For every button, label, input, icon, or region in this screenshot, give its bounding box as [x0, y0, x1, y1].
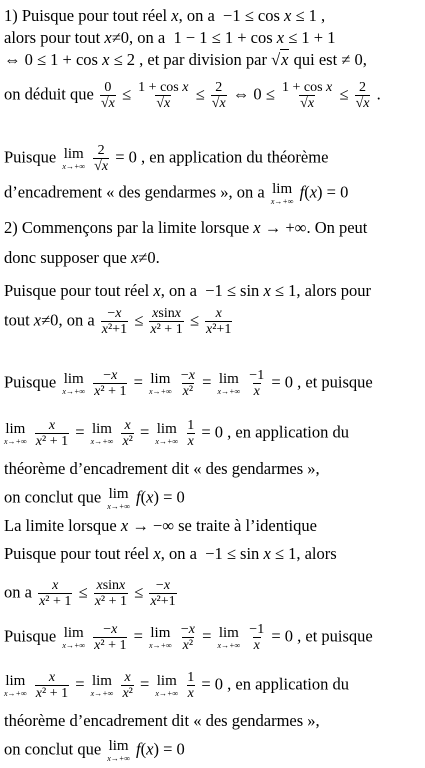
line-6: d’encadrement « des gendarmes », on a lim x→+∞ f(x) = 0 [4, 181, 349, 206]
line-3: ⇔ 0 ≤ 1 + cos x ≤ 2 , et par division par √x qui est ≠ 0, [4, 50, 367, 69]
line-20: théorème d’encadrement dit « des gendarmes », [4, 711, 320, 730]
line-16: Puisque pour tout réel x, on a −1 ≤ sin x ≤ 1, alors [4, 544, 337, 563]
line-14: on conclut que lim x→+∞ f(x) = 0 [4, 486, 185, 511]
line-7: 2) Commençons par la limite lorsque x → +∞. On peut [4, 218, 368, 237]
line-11: Puisque lim x→+∞ $\frac{-x}{\text{x² + 1}}$ = lim x→+∞ $\frac{-x}{\text{x²}}$ = lim x→+∞ $\frac{-1}{x}$ = 0 , et puisque [4, 368, 373, 399]
line-19: lim x→+∞ $\frac{x}{\text{x² + 1}}$ = lim x→+∞ $\frac{x}{\text{x²}}$ = lim x→+∞ $\frac{1}{x}$ = 0 , en application du [4, 670, 350, 701]
line-8: donc supposer que x≠0. [4, 248, 160, 267]
line-2: alors pour tout x≠0, on a 1 − 1 ≤ 1 + cos x ≤ 1 + 1 [4, 28, 336, 47]
line-21: on conclut que lim x→+∞ f(x) = 0 [4, 738, 185, 763]
line-10: tout x≠0, on a $\frac{-x}{\text{x²+1}}$ ≤ $\frac{xsinx}{\text{x² + 1}}$ ≤ $\frac{x}{\text{x²+1}}$ [4, 306, 232, 337]
line-1: 1) Puisque pour tout réel x, on a −1 ≤ cos x ≤ 1 , [4, 6, 326, 25]
line-17: on a $\frac{x}{\text{x² + 1}}$ ≤ $\frac{xsinx}{\text{x² + 1}}$ ≤ $\frac{-x}{\text{x²+1}}$ [4, 578, 176, 609]
line-5: Puisque lim x→+∞ $\frac{2}{√x}$ = 0 , en application du théorème [4, 143, 329, 174]
line-13: théorème d’encadrement dit « des gendarmes », [4, 459, 320, 478]
line-12: lim x→+∞ $\frac{x}{\text{x² + 1}}$ = lim x→+∞ $\frac{x}{\text{x²}}$ = lim x→+∞ $\frac{1}{x}$ = 0 , en application du [4, 418, 350, 449]
line-15: La limite lorsque x → −∞ se traite à l’identique [4, 516, 317, 535]
line-4: on déduit que $\frac{0}{√x}$ ≤ $\frac{\text{1 + cos x}}{√x}$ ≤ $\frac{2}{√x}$ ⇔ 0 ≤ $\frac{\text{1 + cos x}}{√x}$ ≤ $\frac{2}{√x}$ . [4, 80, 381, 111]
line-9: Puisque pour tout réel x, on a −1 ≤ sin x ≤ 1, alors pour [4, 281, 372, 300]
line-18: Puisque lim x→+∞ $\frac{-x}{\text{x² + 1}}$ = lim x→+∞ $\frac{-x}{\text{x²}}$ = lim x→+∞ $\frac{-1}{x}$ = 0 , et puisque [4, 622, 373, 653]
